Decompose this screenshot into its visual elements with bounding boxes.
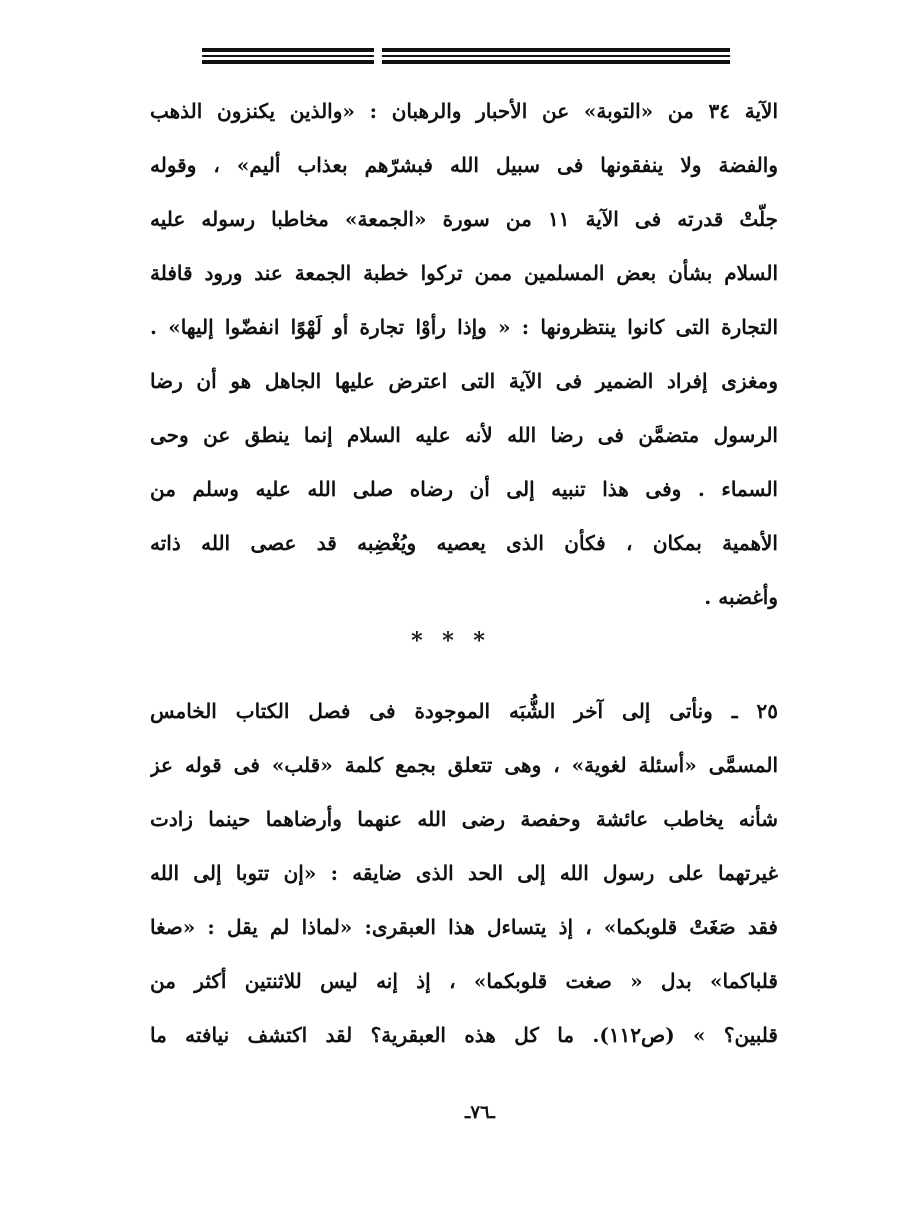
- section-separator: * * *: [411, 628, 491, 654]
- header-rule-left: [202, 46, 374, 68]
- text-line: ومغزى إفراد الضمير فى الآية التى اعترض عليها الجاهل هو أن رضا: [150, 369, 778, 393]
- paragraph-1: [150, 84, 778, 624]
- text-line: ٢٥ ـ ونأتى إلى آخر الشُّبَه الموجودة فى فصل الكتاب الخامس: [150, 699, 778, 723]
- text-line: السماء . وفى هذا تنبيه إلى أن رضاه صلى الله عليه وسلم من: [150, 477, 778, 501]
- page-number: ـ٧٦ـ: [465, 1102, 495, 1123]
- text-line: المسمَّى «أسئلة لغوية» ، وهى تتعلق بجمع كلمة «قلب» فى قوله عز: [150, 753, 778, 777]
- text-line: الآية ٣٤ من «التوبة» عن الأحبار والرهبان : «والذين يكنزون الذهب: [150, 99, 778, 123]
- text-line: الأهمية بمكان ، فكأن الذى يعصيه ويُغْضِبه قد عصى الله ذاته: [150, 531, 778, 555]
- text-line: وأغضبه .: [704, 585, 778, 609]
- text-line: الرسول متضمَّن فى رضا الله لأنه عليه السلام إنما ينطق عن وحى: [150, 423, 778, 447]
- header-rule-right: [382, 46, 730, 68]
- text-line: شأنه يخاطب عائشة وحفصة رضى الله عنهما وأرضاهما حينما زادت: [150, 807, 778, 831]
- header-rule: [202, 46, 730, 68]
- text-line: قلباكما» بدل « صغت قلوبكما» ، إذ إنه ليس للاثنتين أكثر من: [150, 969, 778, 993]
- text-line: غيرتهما على رسول الله إلى الحد الذى ضايقه : «إن تتوبا إلى الله: [150, 861, 778, 885]
- text-line: فقد صَغَتْ قلوبكما» ، إذ يتساءل هذا العبقرى: «لماذا لم يقل : «صغا: [150, 915, 778, 939]
- text-line: جلّتْ قدرته فى الآية ١١ من سورة «الجمعة» مخاطبا رسوله عليه: [150, 207, 778, 231]
- paragraph-2: [150, 684, 778, 1062]
- text-line: التجارة التى كانوا ينتظرونها : « وإذا رأوْا تجارة أو لَهْوًا انفضّوا إليها» .: [150, 315, 778, 339]
- text-line: قلبين؟ » (ص١١٢). ما كل هذه العبقرية؟ لقد اكتشف نيافته ما: [150, 1023, 778, 1047]
- text-line: والفضة ولا ينفقونها فى سبيل الله فبشرّهم بعذاب أليم» ، وقوله: [150, 153, 778, 177]
- text-line: السلام بشأن بعض المسلمين ممن تركوا خطبة الجمعة عند ورود قافلة: [150, 261, 778, 285]
